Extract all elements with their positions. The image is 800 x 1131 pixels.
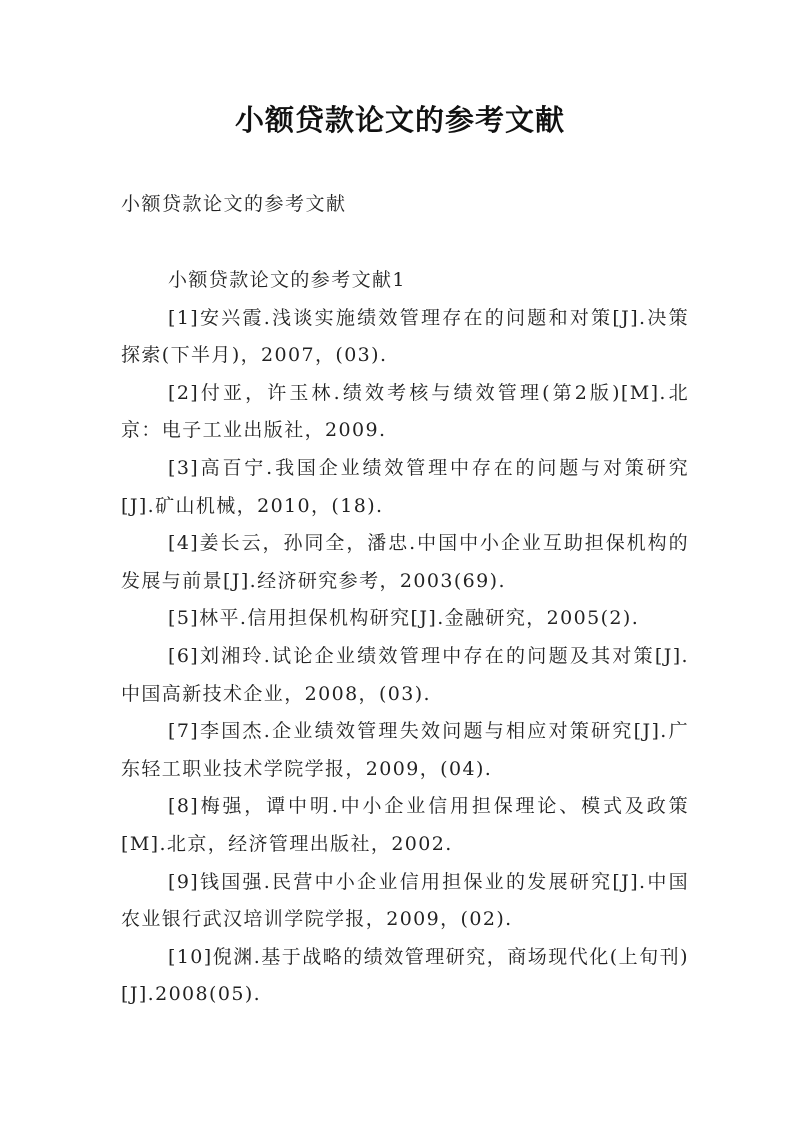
- reference-item: [1]安兴霞.浅谈实施绩效管理存在的问题和对策[J].决策探索(下半月)，2007，(03).: [121, 306, 689, 367]
- reference-item: [4]姜长云，孙同全，潘忠.中国中小企业互助担保机构的发展与前景[J].经济研究参考，2003(69).: [121, 532, 689, 592]
- reference-item: [8]梅强，谭中明.中小企业信用担保理论、模式及政策[M].北京，经济管理出版社，2002.: [121, 795, 689, 855]
- reference-item: [5]林平.信用担保机构研究[J].金融研究，2005(2).: [168, 607, 640, 630]
- reference-item: [10]倪渊.基于战略的绩效管理研究，商场现代化(上旬刊)[J].2008(05).: [121, 945, 689, 1006]
- page-title: 小额贷款论文的参考文献: [234, 103, 565, 137]
- section-heading: 小额贷款论文的参考文献1: [168, 269, 406, 291]
- document-subtitle: 小额贷款论文的参考文献: [121, 193, 347, 215]
- reference-item: [9]钱国强.民营中小企业信用担保业的发展研究[J].中国农业银行武汉培训学院学报，2009，(02).: [121, 870, 689, 931]
- reference-item: [3]高百宁.我国企业绩效管理中存在的问题与对策研究[J].矿山机械，2010，(18).: [121, 456, 689, 517]
- reference-item: [6]刘湘玲.试论企业绩效管理中存在的问题及其对策[J].中国高新技术企业，2008，(03).: [121, 644, 689, 705]
- reference-item: [2]付亚，许玉林.绩效考核与绩效管理(第2版)[M].北京：电子工业出版社，2009.: [121, 381, 689, 442]
- reference-item: [7]李国杰.企业绩效管理失效问题与相应对策研究[J].广东轻工职业技术学院学报，2009，(04).: [121, 720, 689, 780]
- references-body: [121, 262, 689, 1014]
